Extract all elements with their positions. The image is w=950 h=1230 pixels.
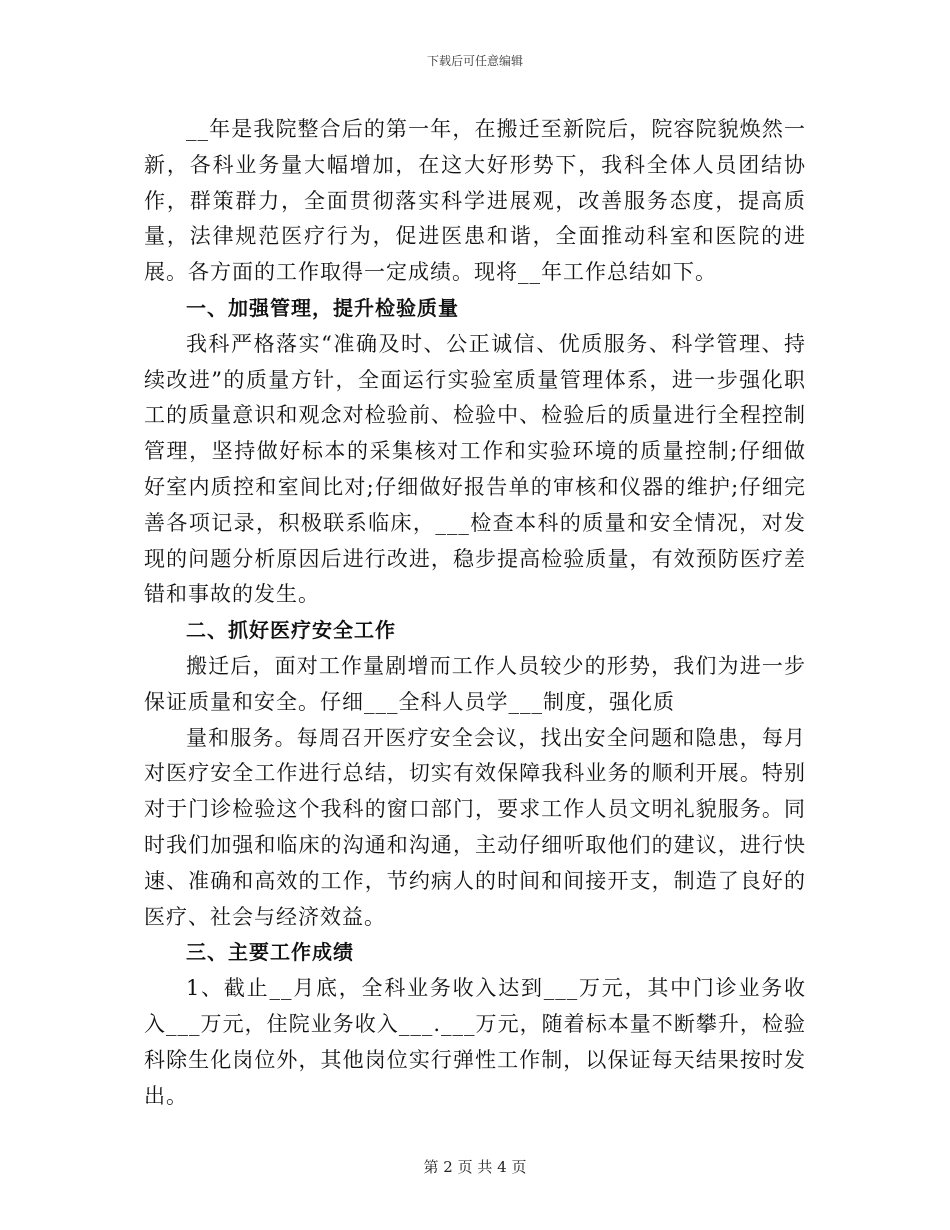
document-body (144, 112, 806, 1114)
page-header-note: 下载后可任意编辑 (426, 54, 523, 68)
intro-paragraph: __年是我院整合后的第一年，在搬迁至新院后，院容院貌焕然一新，各科业务量大幅增加，在这大好形势下，我科全体人员团结协作，群策群力，全面贯彻落实科学进展观，改善服务态度，提高质量，法律规范医疗行为，促进医患和谐，全面推动科室和医院的进展。各方面的工作取得一定成绩。现将__年工作总结如下。 (144, 117, 806, 285)
section-2-paragraph-a: 搬迁后，面对工作量剧增而工作人员较少的形势，我们为进一步保证质量和安全。仔细___全科人员学___制度，强化质 (144, 653, 806, 714)
section-2-paragraph-b: 量和服务。每周召开医疗安全会议，找出安全问题和隐患，每月对医疗安全工作进行总结，切实有效保障我科业务的顺利开展。特别对于门诊检验这个我科的窗口部门，要求工作人员文明礼貌服务。同时我们加强和临床的沟通和沟通，主动仔细听取他们的建议，进行快速、准确和高效的工作，节约病人的时间和间接开支，制造了良好的医疗、社会与经济效益。 (144, 725, 806, 929)
section-3-heading: 三、主要工作成绩 (186, 940, 354, 965)
section-1-paragraph: 我科严格落实“准确及时、公正诚信、优质服务、科学管理、持续改进”的质量方针，全面运行实验室质量管理体系，进一步强化职工的质量意识和观念对检验前、检验中、检验后的质量进行全程控制管理，坚持做好标本的采集核对工作和实验环境的质量控制;仔细做好室内质控和室间比对;仔细做好报告单的审核和仪器的维护;仔细完善各项记录，积极联系临床，___检查本科的质量和安全情况，对发现的问题分析原因后进行改进，稳步提高检验质量，有效预防医疗差错和事故的发生。 (144, 331, 806, 607)
section-1-heading: 一、加强管理，提升检验质量 (186, 295, 459, 320)
section-3-paragraph: 1、截止__月底，全科业务收入达到___万元，其中门诊业务收入___万元，住院业务收入___.___万元，随着标本量不断攀升，检验科除生化岗位外，其他岗位实行弹性工作制，以保证每天结果按时发出。 (144, 976, 806, 1108)
section-2-heading: 二、抓好医疗安全工作 (186, 618, 396, 643)
page-number-footer: 第 2 页 共 4 页 (423, 1158, 527, 1176)
